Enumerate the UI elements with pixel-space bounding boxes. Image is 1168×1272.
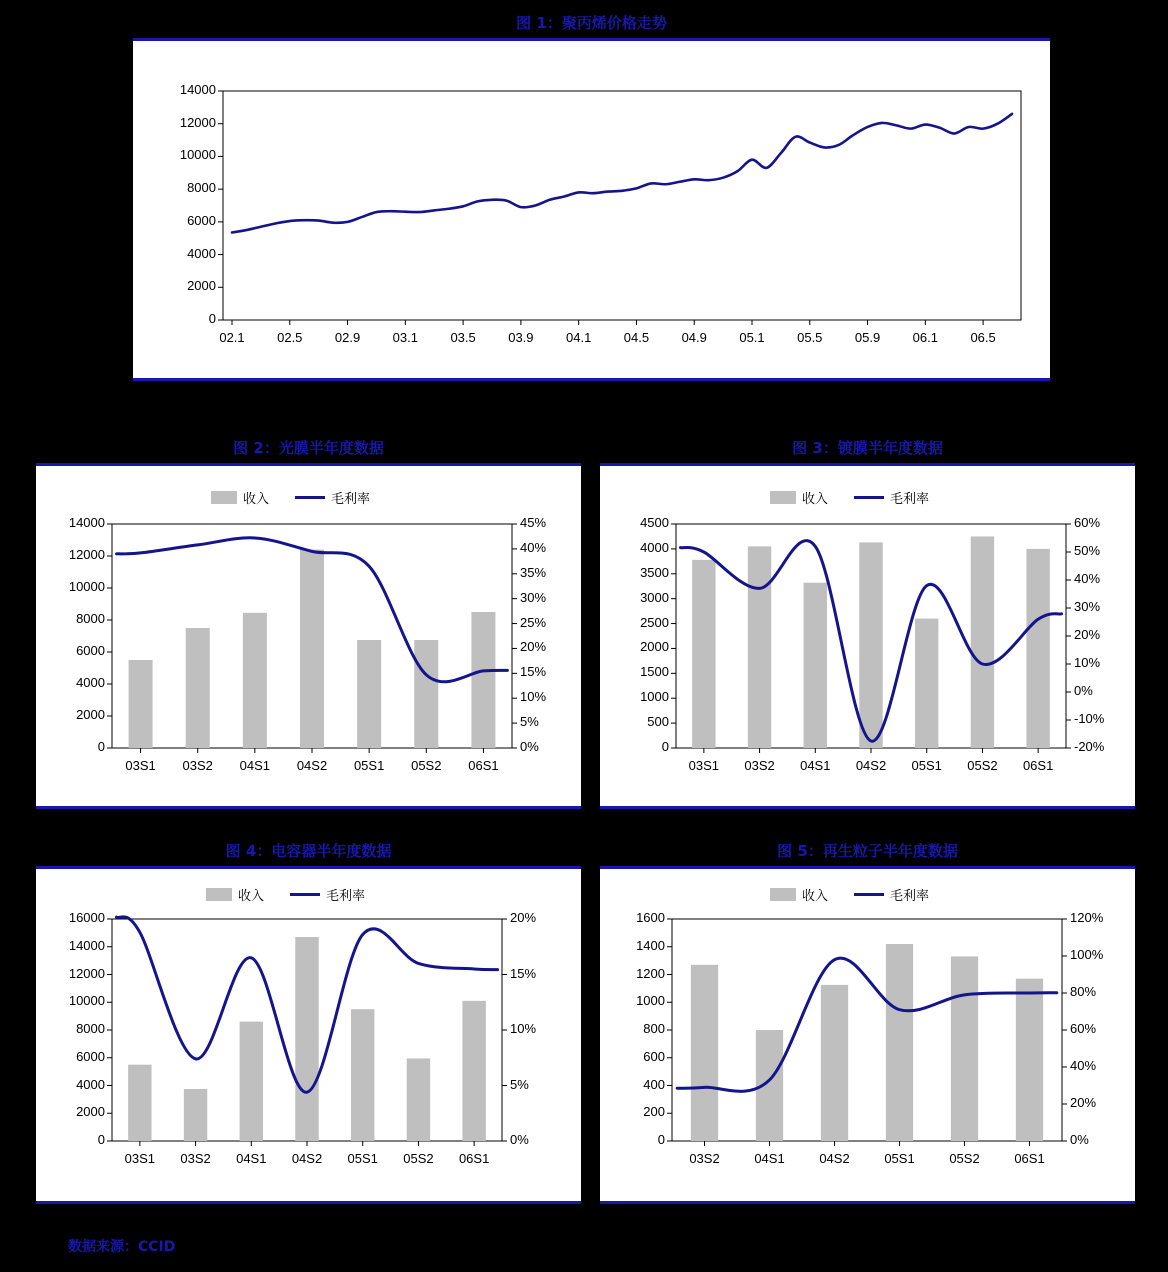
axis-tick-label: 10% [520, 689, 547, 705]
figure-1-rule-bottom [133, 378, 1050, 381]
axis-tick-label: 0 [97, 739, 105, 754]
figure-4-chart [36, 869, 581, 1201]
axis-tick-label: 0 [657, 1132, 665, 1147]
axis-tick-label: 20% [1070, 1095, 1097, 1110]
axis-tick-label: 05.5 [797, 330, 823, 345]
figure-3-rule-bottom [600, 806, 1135, 809]
legend-label-margin: 毛利率 [890, 889, 930, 904]
axis-tick-label: 14000 [68, 515, 105, 530]
axis-tick-label: 06S1 [1022, 758, 1054, 773]
axis-tick-label: 05.1 [739, 330, 765, 345]
axis-tick-label: 04S1 [800, 758, 831, 773]
legend-label-margin: 毛利率 [326, 889, 366, 904]
axis-tick-label: 8000 [76, 1021, 105, 1036]
chart-canvas [600, 466, 1135, 806]
axis-tick-label: 0 [661, 739, 669, 754]
axis-tick-label: 10000 [68, 579, 105, 594]
axis-tick-label: 100% [1070, 947, 1104, 962]
axis-tick-label: 2000 [76, 707, 105, 722]
axis-tick-label: 1000 [636, 993, 665, 1009]
axis-tick-label: 0% [1074, 683, 1093, 698]
axis-tick-label: 5% [510, 1076, 529, 1092]
axis-tick-label: 4000 [76, 1076, 105, 1092]
figure-1 [133, 12, 1050, 381]
axis-tick-label: 0% [520, 739, 539, 754]
axis-tick-label: 60% [1074, 515, 1101, 530]
legend-swatch-bar [206, 888, 232, 901]
chart-canvas [36, 466, 581, 806]
axis-tick-label: 40% [1070, 1058, 1097, 1073]
figure-5-chart [600, 869, 1135, 1201]
figure-1-title: 图 1：聚丙烯价格走势 [516, 14, 667, 32]
axis-tick-label: 4000 [640, 539, 669, 555]
axis-tick-label: 15% [520, 664, 547, 680]
axis-tick-label: 03S1 [124, 1151, 156, 1166]
axis-tick-label: 6000 [76, 643, 105, 658]
axis-tick-label: 03S1 [688, 758, 720, 773]
legend-swatch-line [854, 496, 884, 499]
figure-2-rule-bottom [36, 806, 581, 809]
axis-tick-label: 05S2 [403, 1151, 434, 1166]
figure-3-chart [600, 466, 1135, 806]
chart-legend [206, 885, 365, 904]
figure-4-panel [36, 869, 581, 1201]
axis-tick-label: 04S1 [236, 1151, 267, 1166]
legend-label-revenue: 收入 [802, 492, 829, 507]
legend-label-revenue: 收入 [243, 492, 270, 507]
axis-tick-label: -10% [1074, 711, 1105, 726]
axis-tick-label: 30% [1074, 599, 1101, 614]
axis-tick-label: 4000 [76, 675, 105, 690]
axis-tick-label: 40% [520, 539, 547, 555]
figure-5-panel [600, 869, 1135, 1201]
axis-tick-label: 500 [647, 714, 669, 730]
legend-swatch-line [290, 893, 320, 896]
axis-tick-label: 50% [1074, 543, 1101, 558]
figure-3 [600, 437, 1135, 809]
axis-tick-label: 4500 [640, 515, 669, 530]
axis-tick-label: 10% [510, 1021, 537, 1036]
axis-tick-label: 8000 [187, 180, 216, 196]
figure-5 [600, 840, 1135, 1204]
axis-tick-label: 03.9 [508, 330, 534, 345]
figure-3-title: 图 3：镀膜半年度数据 [792, 439, 943, 457]
chart-legend [770, 488, 929, 507]
axis-tick-label: 12000 [179, 114, 216, 130]
axis-tick-label: 06S1 [458, 1151, 490, 1166]
axis-tick-label: 1000 [640, 689, 669, 705]
figure-3-panel [600, 466, 1135, 806]
axis-tick-label: 6000 [76, 1048, 105, 1064]
axis-tick-label: 05S1 [884, 1151, 915, 1166]
axis-tick-label: 04.1 [566, 330, 592, 345]
figure-2 [36, 437, 581, 809]
figure-4-rule-bottom [36, 1201, 581, 1204]
axis-tick-label: 20% [1074, 627, 1101, 642]
axis-tick-label: 04S2 [296, 758, 328, 773]
axis-tick-label: 2000 [640, 639, 669, 655]
axis-tick-label: 25% [520, 614, 547, 630]
axis-tick-label: 04.5 [623, 330, 650, 345]
axis-tick-label: 20% [510, 910, 537, 925]
chart-canvas [133, 41, 1050, 378]
figure-1-panel [133, 41, 1050, 378]
axis-tick-label: 04S2 [291, 1151, 323, 1166]
axis-tick-label: 04S1 [239, 758, 271, 773]
axis-tick-label: 0 [97, 1132, 105, 1147]
figure-2-panel [36, 466, 581, 806]
axis-tick-label: 800 [643, 1021, 665, 1036]
legend-swatch-bar [770, 888, 796, 901]
axis-tick-label: 400 [643, 1076, 665, 1092]
figure-5-title: 图 5：再生粒子半年度数据 [777, 842, 958, 860]
legend-label-revenue: 收入 [802, 889, 829, 904]
axis-tick-label: 06.5 [970, 330, 996, 345]
axis-tick-label: 6000 [187, 212, 216, 228]
axis-tick-label: 600 [643, 1048, 665, 1064]
axis-tick-label: 40% [1074, 571, 1101, 586]
axis-tick-label: 1600 [636, 910, 665, 925]
axis-tick-label: 12000 [68, 547, 105, 562]
legend-swatch-line [295, 496, 325, 499]
axis-tick-label: 03S2 [180, 1151, 211, 1166]
axis-tick-label: 03S2 [689, 1151, 720, 1166]
axis-tick-label: 04.9 [681, 330, 707, 345]
axis-tick-label: 200 [643, 1104, 665, 1120]
axis-tick-label: 03S2 [182, 758, 213, 773]
axis-tick-label: 05S1 [353, 758, 385, 773]
axis-tick-label: 06.1 [912, 330, 938, 345]
axis-tick-label: 8000 [76, 611, 105, 626]
axis-tick-label: 45% [520, 515, 547, 530]
legend-swatch-bar [770, 491, 796, 504]
axis-tick-label: 1400 [636, 937, 665, 953]
legend-label-margin: 毛利率 [890, 492, 930, 507]
axis-tick-label: -20% [1074, 739, 1105, 754]
axis-tick-label: 35% [520, 564, 547, 580]
figure-1-chart [133, 41, 1050, 378]
figure-2-title: 图 2：光膜半年度数据 [233, 439, 384, 457]
figure-4-title: 图 4：电容器半年度数据 [225, 842, 392, 860]
figure-4 [36, 840, 581, 1204]
axis-tick-label: 2000 [187, 278, 216, 294]
axis-tick-label: 14000 [68, 937, 105, 953]
axis-tick-label: 10% [1074, 655, 1101, 670]
axis-tick-label: 05S1 [911, 758, 942, 773]
axis-tick-label: 30% [520, 589, 547, 605]
axis-tick-label: 03S2 [744, 758, 775, 773]
axis-tick-label: 05S1 [347, 1151, 378, 1166]
axis-tick-label: 3500 [640, 564, 669, 580]
axis-tick-label: 10000 [68, 993, 105, 1009]
axis-tick-label: 04S2 [855, 758, 887, 773]
axis-tick-label: 06S1 [468, 758, 499, 773]
axis-tick-label: 16000 [68, 910, 105, 925]
axis-tick-label: 04S1 [754, 1151, 785, 1166]
axis-tick-label: 60% [1070, 1021, 1097, 1036]
axis-tick-label: 15% [510, 965, 537, 981]
axis-tick-label: 4000 [187, 245, 216, 261]
axis-tick-label: 12000 [68, 965, 105, 981]
axis-tick-label: 120% [1070, 910, 1104, 925]
axis-tick-label: 3000 [640, 589, 669, 605]
axis-tick-label: 02.1 [219, 330, 245, 345]
axis-tick-label: 14000 [179, 82, 216, 97]
axis-tick-label: 5% [520, 714, 539, 730]
axis-tick-label: 10000 [179, 147, 216, 163]
axis-tick-label: 80% [1070, 984, 1097, 999]
axis-tick-label: 0% [510, 1132, 529, 1147]
axis-tick-label: 1500 [640, 664, 669, 680]
axis-tick-label: 05S2 [967, 758, 998, 773]
legend-label-revenue: 收入 [238, 889, 265, 904]
axis-tick-label: 02.5 [277, 330, 303, 345]
axis-tick-label: 03S1 [125, 758, 156, 773]
axis-tick-label: 20% [520, 639, 547, 655]
axis-tick-label: 04S2 [819, 1151, 850, 1166]
axis-tick-label: 2000 [76, 1104, 105, 1120]
axis-tick-label: 05S2 [411, 758, 442, 773]
axis-tick-label: 05.9 [854, 330, 881, 345]
figure-2-chart [36, 466, 581, 806]
axis-tick-label: 03.1 [392, 330, 418, 345]
axis-tick-label: 0% [1070, 1132, 1089, 1147]
chart-legend [211, 488, 370, 507]
axis-tick-label: 2500 [640, 614, 669, 630]
legend-swatch-bar [211, 491, 237, 504]
axis-tick-label: 0 [208, 311, 216, 326]
legend-swatch-line [854, 893, 884, 896]
axis-tick-label: 06S1 [1014, 1151, 1045, 1166]
axis-tick-label: 05S2 [949, 1151, 980, 1166]
axis-tick-label: 1200 [636, 965, 665, 981]
source-note: 数据来源：CCID [68, 1239, 176, 1255]
figure-5-rule-bottom [600, 1201, 1135, 1204]
chart-legend [770, 885, 929, 904]
axis-tick-label: 02.9 [334, 330, 361, 345]
axis-tick-label: 03.5 [450, 330, 476, 345]
legend-label-margin: 毛利率 [331, 492, 371, 507]
